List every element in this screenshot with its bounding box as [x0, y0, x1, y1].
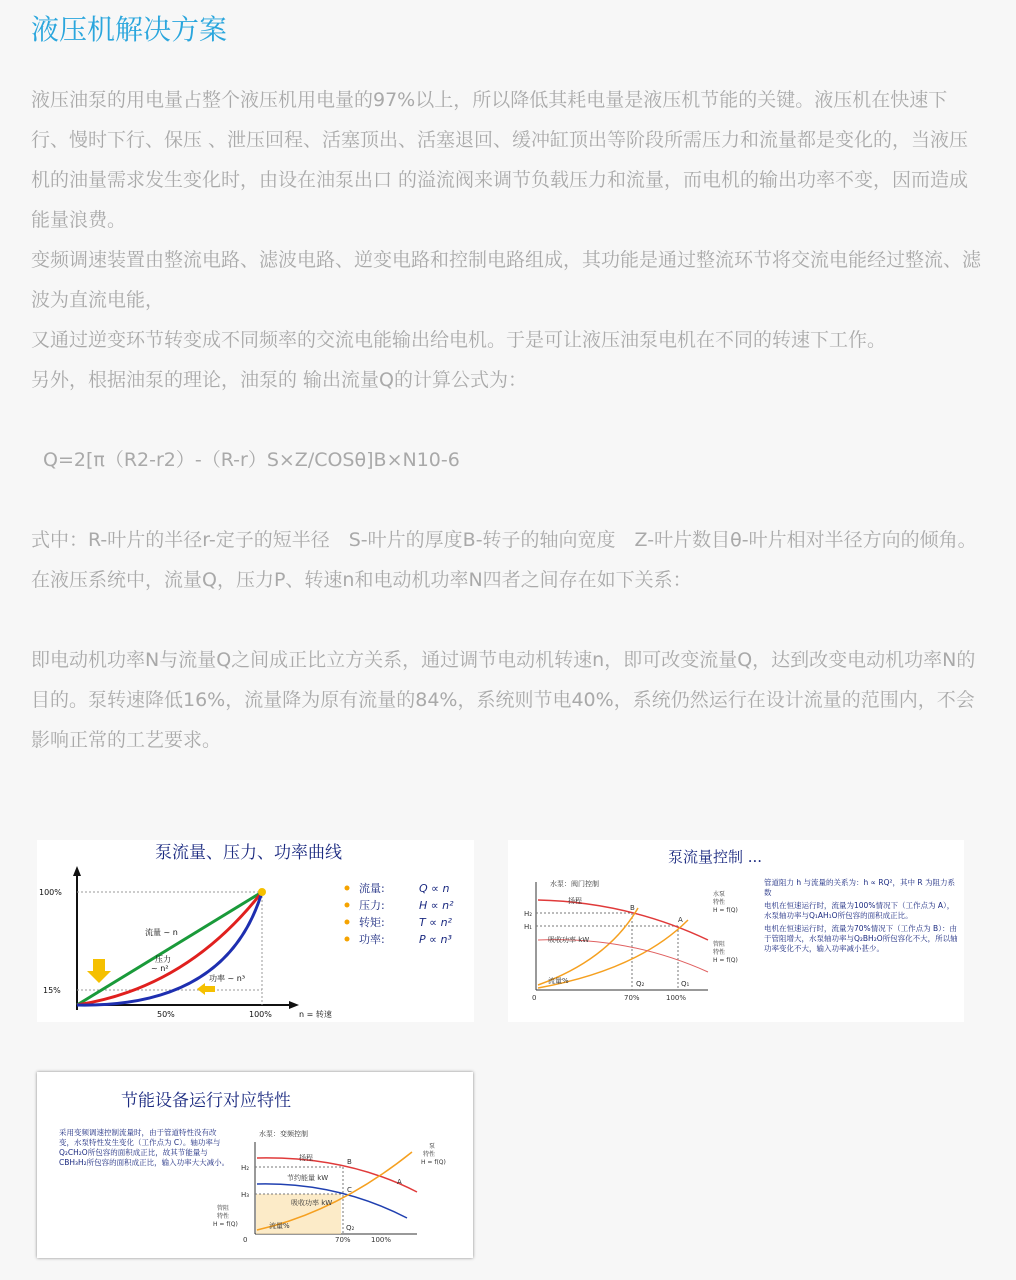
- paragraph: 另外，根据油泵的理论，油泵的 输出流量Q的计算公式为：: [31, 369, 527, 391]
- x-tick-label: Q₂: [346, 1224, 355, 1232]
- paragraph: 即电动机功率N与流量Q之间成正比立方关系，通过调节电动机转速n，即可改变流量Q，达到改变电动机功率N的目的。泵转速降低16%，流量降为原有流量的84%，系统则节电40%，系统仍然运行在设计流量的范围内，不会影响正常的工艺要求。: [31, 649, 976, 751]
- point-label: B: [630, 904, 635, 912]
- paragraph: 液压油泵的用电量占整个液压机用电量的97%以上，所以降低其耗电量是液压机节能的关键。液压机在快速下行、慢时下行、保压 、泄压回程、活塞顶出、活塞退回、缓冲缸顶出等阶段所需压力和流量都是变化的，当液压机的油量需求发生变化时，由设在油泵出口 的溢流阀来调节负载压力和流量，而电机的输出功率不变，因而造成能量浪费。: [31, 89, 969, 231]
- curve-label: 吸收功率 kW: [548, 936, 590, 944]
- curve-label: 节约能量 kW: [287, 1174, 329, 1182]
- pipe-curve-b: [538, 908, 638, 985]
- figure-vfd-characteristics: [37, 1072, 473, 1258]
- curve-label: 扬程: [299, 1154, 313, 1162]
- legend-name: 压力:: [359, 899, 385, 912]
- note-item: 采用变频调速控制流量时，由于管道特性没有改变，水泵特性发生变化（工作点为 C）。轴功率与Q₂CH₂O所包容的面积成正比，故其节能量与CBH₃H₂所包容的面积成正比，输入功率大大减小。: [59, 1128, 230, 1167]
- x-tick-label: 70%: [624, 994, 640, 1002]
- y-tick-label: 15%: [43, 986, 61, 995]
- side-label: H = f(Q): [713, 957, 738, 964]
- legend-formula: Q ∝ n: [419, 882, 450, 895]
- legend-bullet: [345, 920, 350, 925]
- curve-label: 功率 ~ n³: [209, 974, 246, 983]
- x-tick-label: 100%: [249, 1010, 272, 1019]
- legend-name: 功率:: [359, 933, 385, 946]
- side-label: H = f(Q): [713, 907, 738, 914]
- pump-curve: [257, 1158, 417, 1192]
- legend-name: 转矩:: [359, 916, 385, 929]
- note-item: 电机在恒速运行时，流量为70%情况下（工作点为 B）：由于管阻增大，水泵轴功率与Q₂BH₂O所包容化不大，所以轴功率变化不大，输入功率减小甚少。: [764, 924, 958, 953]
- legend-bullet: [345, 903, 350, 908]
- side-label: 管阻: [217, 1205, 230, 1212]
- x-axis-arrow: [289, 1001, 299, 1009]
- curve-label: 压力: [155, 955, 171, 964]
- x-tick-label: Q₂: [636, 980, 645, 988]
- paragraph: 变频调速装置由整流电路、滤波电路、逆变电路和控制电路组成，其功能是通过整流环节将交流电能经过整流、滤波为直流电能，: [31, 249, 982, 311]
- legend-formula: P ∝ n³: [419, 933, 452, 946]
- x-tick-label: 70%: [335, 1236, 351, 1244]
- note-item: 管道阻力 h 与流量的关系为：h ∝ RQ²，其中 R 为阻力系数: [764, 878, 955, 897]
- curve-label: ~ n²: [151, 964, 169, 973]
- paragraph: 在液压系统中，流量Q，压力P、转速n和电动机功率N四者之间存在如下关系：: [31, 569, 692, 591]
- down-arrow-icon-head: [87, 971, 111, 983]
- page-title: 液压机解决方案: [31, 13, 228, 46]
- y-tick-label: H₁: [524, 923, 533, 931]
- y-axis-arrow: [73, 866, 81, 876]
- x-tick-label: Q₁: [681, 980, 690, 988]
- paragraph: 又通过逆变环节转变成不同频率的交流电能输出给电机。于是可让液压油泵电机在不同的转速下工作。: [31, 329, 887, 351]
- figure-pump-curves: [37, 840, 474, 1022]
- side-label: H = f(Q): [421, 1159, 446, 1166]
- x-tick-label: 0: [243, 1236, 248, 1244]
- power-curve: [538, 940, 708, 972]
- side-label: 特性: [713, 899, 726, 906]
- curve-label: 流量%: [269, 1222, 290, 1230]
- legend-formula: H ∝ n²: [419, 899, 454, 912]
- x-tick-label: 100%: [371, 1236, 392, 1244]
- point-label: B: [347, 1158, 352, 1166]
- figure-valve-control: [508, 840, 964, 1022]
- point-label: A: [678, 916, 683, 924]
- point-label: A: [397, 1178, 402, 1186]
- figure-subtitle: 水泵：阀门控制: [550, 880, 599, 888]
- formula: Q=2[π（R2-r2）-（R-r）S×Z/COSθ]B×N10-6: [43, 449, 460, 471]
- x-tick-label: 100%: [666, 994, 687, 1002]
- figure-title: 节能设备运行对应特性: [121, 1091, 291, 1111]
- y-tick-label: 100%: [39, 888, 62, 897]
- paragraph: 式中：R-叶片的半径r-定子的短半径 S-叶片的厚度B-转子的轴向宽度 Z-叶片数目θ-叶片相对半径方向的倾角。: [31, 529, 977, 551]
- y-tick-label: H₂: [241, 1164, 250, 1172]
- curve-label: 吸收功率 kW: [291, 1199, 333, 1207]
- curve-label: 流量 ~ n: [145, 928, 178, 937]
- side-label: 特性: [713, 949, 726, 956]
- side-label: 泵: [429, 1143, 436, 1150]
- full-speed-point: [258, 888, 266, 896]
- left-arrow-icon-body: [205, 986, 215, 992]
- side-label: 特性: [423, 1151, 436, 1158]
- curve-label: 流量%: [548, 977, 569, 985]
- side-label: 管阻: [713, 941, 726, 948]
- side-label: H = f(Q): [213, 1221, 238, 1228]
- legend-bullet: [345, 937, 350, 942]
- note-item: 电机在恒速运行时，流量为100%情况下（工作点为 A），水泵轴功率与Q₁AH₁O所包容的面积成正比。: [764, 901, 955, 920]
- x-tick-label: 50%: [157, 1010, 175, 1019]
- figure-title: 泵流量控制 ...: [668, 848, 763, 866]
- x-tick-label: 0: [532, 994, 537, 1002]
- down-arrow-icon: [93, 959, 105, 971]
- side-label: 水泵: [713, 891, 726, 898]
- y-tick-label: H₃: [241, 1191, 250, 1199]
- curve-label: 扬程: [568, 897, 582, 905]
- legend-bullet: [345, 886, 350, 891]
- y-tick-label: H₂: [524, 910, 533, 918]
- figure-subtitle: 水泵：变频控制: [259, 1130, 308, 1138]
- point-label: C: [347, 1186, 352, 1194]
- legend-formula: T ∝ n²: [419, 916, 452, 929]
- figure-title: 泵流量、压力、功率曲线: [155, 843, 342, 863]
- left-arrow-icon: [197, 983, 205, 995]
- side-label: 特性: [217, 1213, 230, 1220]
- article-body: [31, 80, 981, 760]
- x-axis-label: n = 转速: [299, 1010, 332, 1019]
- legend-name: 流量:: [359, 882, 385, 895]
